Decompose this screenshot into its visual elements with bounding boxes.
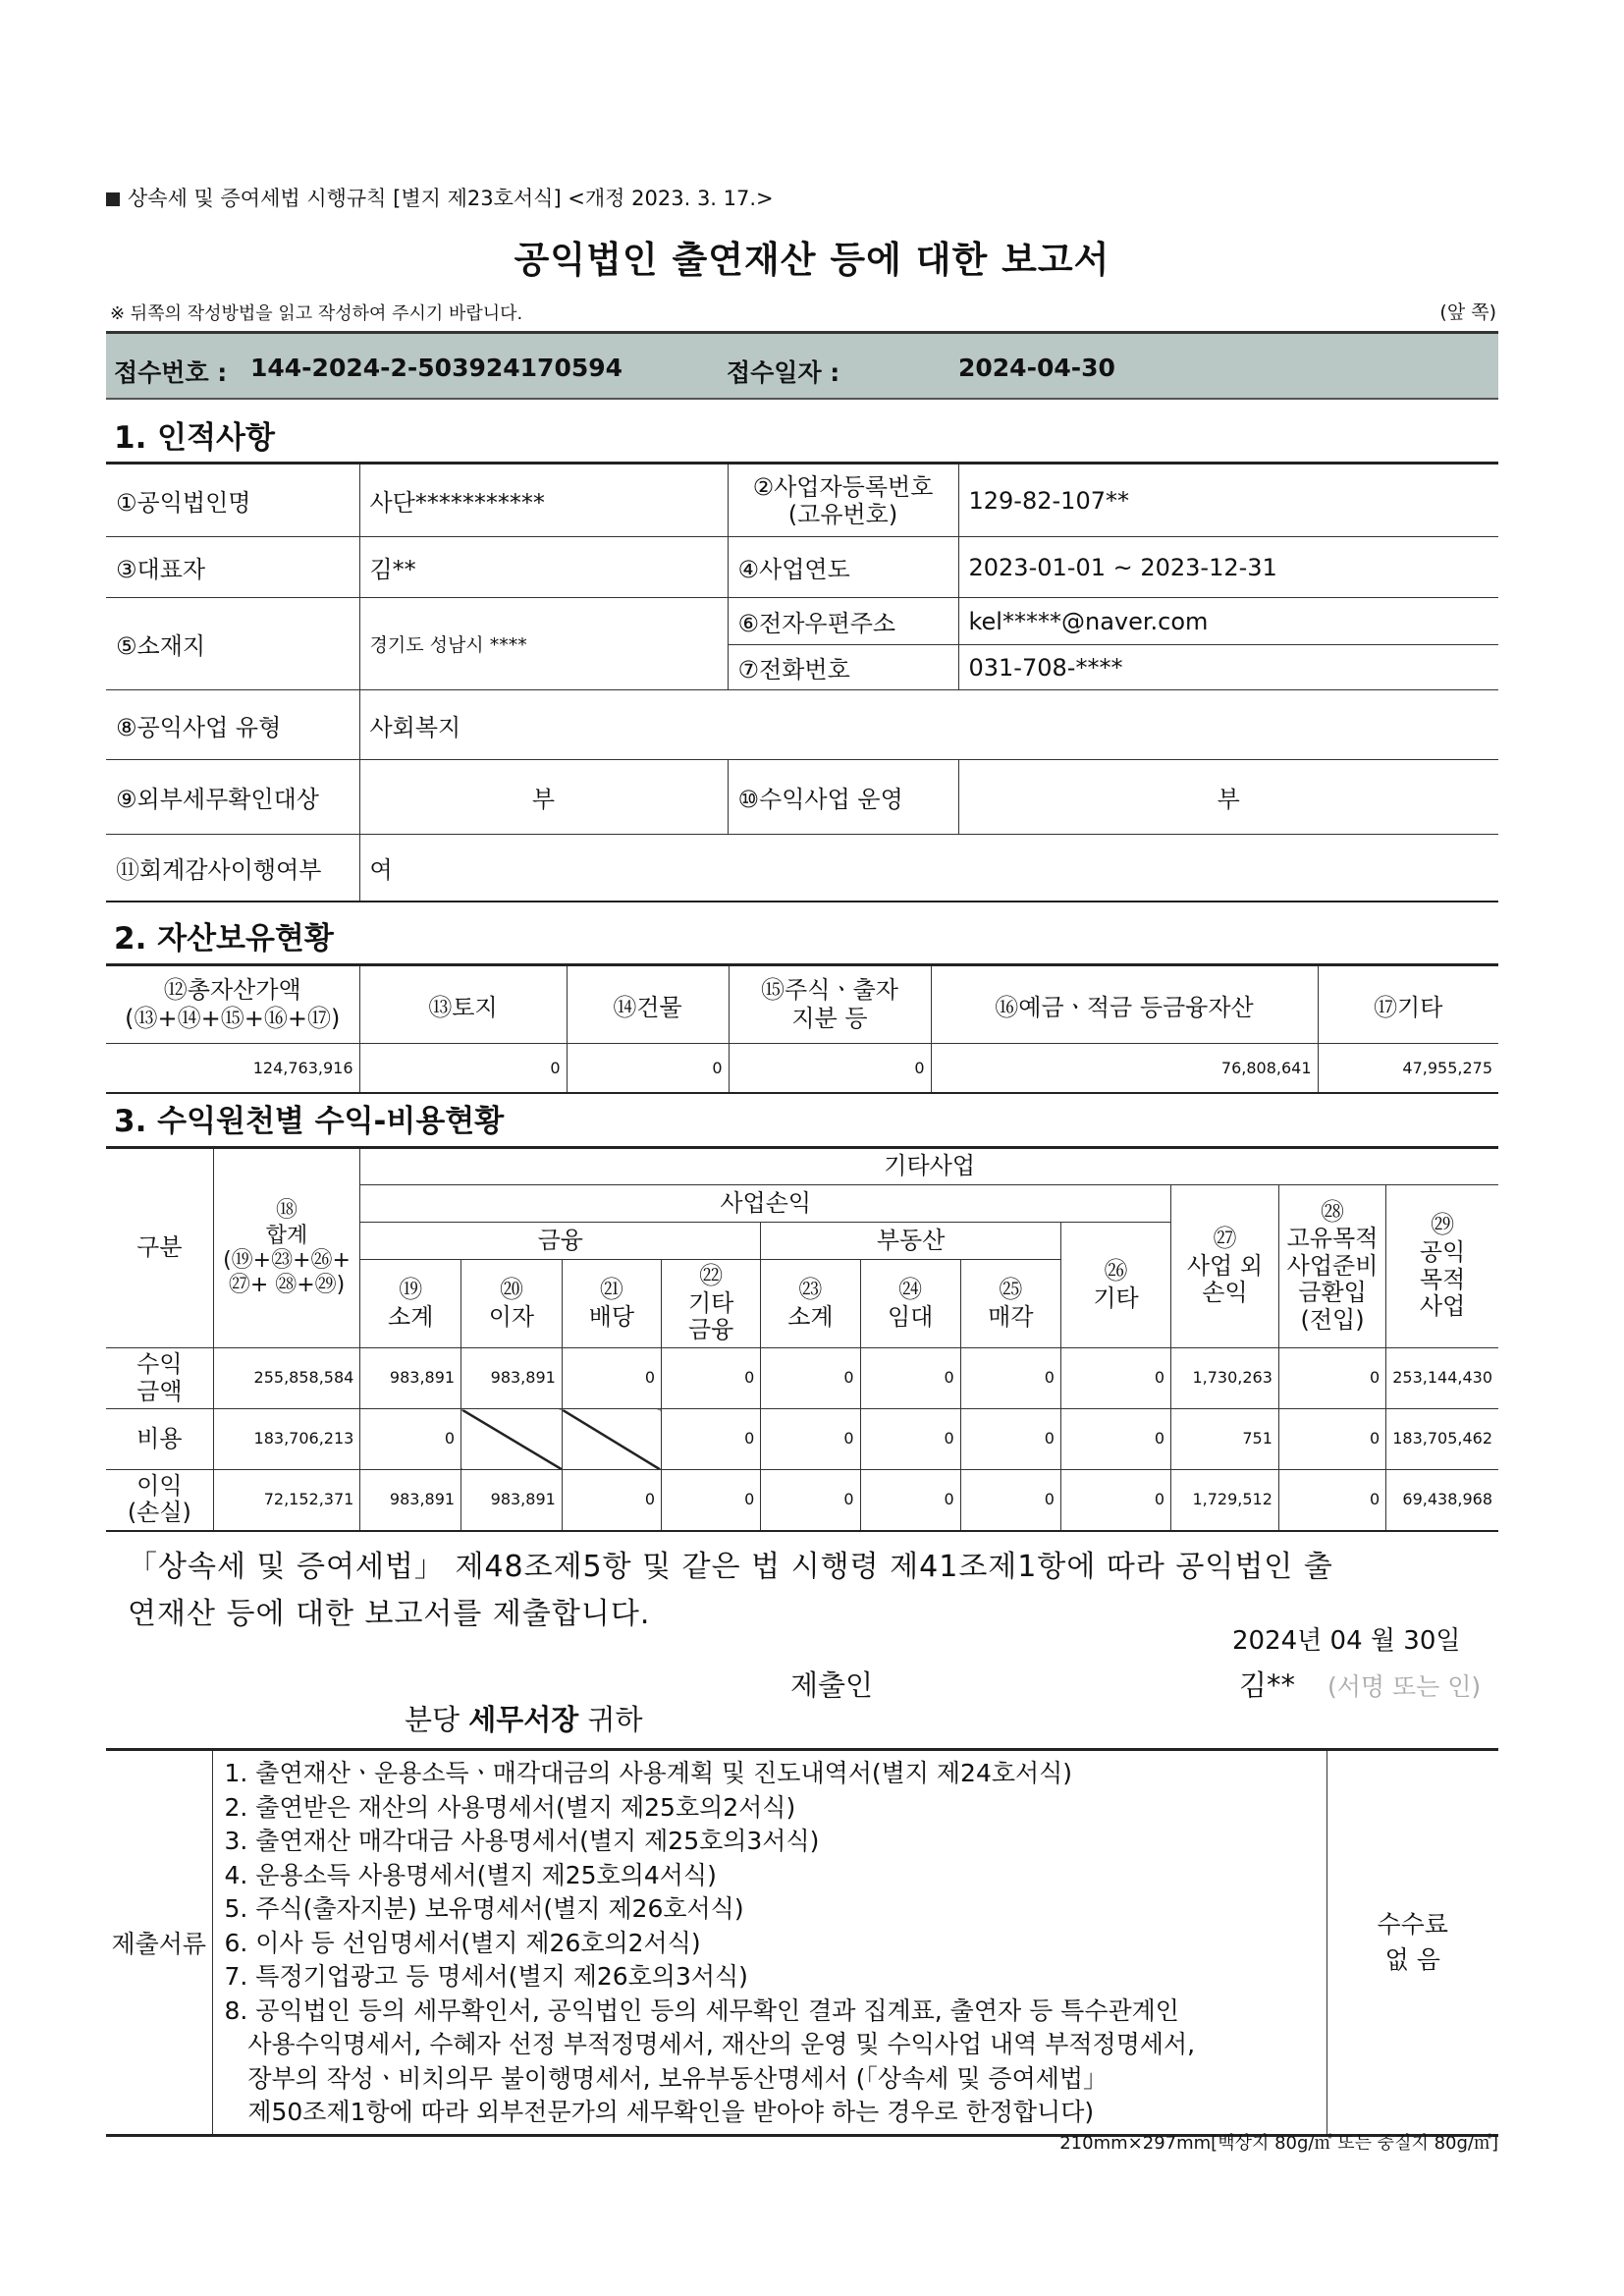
table-cell: 0 — [761, 1348, 860, 1409]
table-cell: 0 — [662, 1470, 761, 1531]
category-header: 구분 — [106, 1148, 213, 1348]
list-item: 7. 특정기업광고 등 명세서(별지 제26호의3서식) — [224, 1962, 748, 1991]
list-item: 4. 운용소득 사용명세서(별지 제25호의4서식) — [224, 1860, 717, 1889]
table-cell: 253,144,430 — [1386, 1348, 1498, 1409]
list-item: 6. 이사 등 선임명세서(별지 제26호의2서식) — [224, 1928, 701, 1957]
land-value: 0 — [359, 1044, 567, 1093]
table-cell: 0 — [860, 1470, 960, 1531]
table-cell: 1,729,512 — [1171, 1470, 1279, 1531]
table-cell: 0 — [860, 1409, 960, 1470]
form-header — [106, 183, 774, 212]
documents-label: 제출서류 — [106, 1750, 212, 2136]
address-value: 경기도 성남시 **** — [359, 598, 728, 690]
declaration-line: 연재산 등에 대한 보고서를 제출합니다. — [128, 1597, 651, 1631]
r-subtotal-header: ㉓ 소계 — [761, 1260, 860, 1348]
table-cell: 0 — [662, 1409, 761, 1470]
documents-table — [106, 1748, 1498, 2137]
diagonal-blank-cell — [461, 1409, 563, 1470]
total-assets-header: ⑫총자산가액 (⑬+⑭+⑮+⑯+⑰) — [106, 965, 359, 1044]
rent-header: ㉔ 임대 — [860, 1260, 960, 1348]
profit-label: ⑩수익사업 운영 — [728, 760, 958, 835]
section1-title: 1. 인적사항 — [114, 420, 275, 456]
table-cell: 983,891 — [360, 1470, 461, 1531]
table-cell: 183,705,462 — [1386, 1409, 1498, 1470]
email-value: kel*****@naver.com — [958, 598, 1498, 645]
table-cell: 983,891 — [360, 1348, 461, 1409]
f-subtotal-header: ⑲ 소계 — [360, 1260, 461, 1348]
list-item: 8. 공익법인 등의 세무확인서, 공익법인 등의 세무확인 결과 집계표, 출연자 등 특수관계인 — [224, 1995, 1179, 2025]
business-pl-header: 사업손익 — [360, 1185, 1171, 1223]
submitter-label: 제출인 — [790, 1668, 874, 1702]
row-label: 비용 — [106, 1409, 213, 1470]
corp-name-label: ①공익법인명 — [106, 464, 359, 537]
sale-header: ㉕ 매각 — [960, 1260, 1060, 1348]
submitter-name: 김** — [1239, 1668, 1296, 1702]
list-item: 2. 출연받은 재산의 사용명세서(별지 제25호의2서식) — [224, 1792, 796, 1822]
table-cell: 0 — [562, 1348, 661, 1409]
table-cell: 0 — [1060, 1348, 1170, 1409]
external-value: 부 — [359, 760, 728, 835]
row-label: 이익 (손실) — [106, 1470, 213, 1531]
etc-header: ㉖ 기타 — [1060, 1223, 1170, 1348]
table-cell: 0 — [960, 1409, 1060, 1470]
declaration-statement — [128, 1544, 1333, 1638]
corp-name-value: 사단*********** — [359, 464, 728, 537]
square-bullet-icon — [106, 192, 120, 206]
table-cell: 1,730,263 — [1171, 1348, 1279, 1409]
email-label: ⑥전자우편주소 — [728, 598, 958, 645]
table-cell: 983,891 — [461, 1470, 563, 1531]
table-row — [106, 1409, 1498, 1470]
building-header: ⑭건물 — [567, 965, 729, 1044]
table-cell: 0 — [960, 1470, 1060, 1531]
audit-label: ⑪회계감사이행여부 — [106, 835, 359, 902]
section2-title: 2. 자산보유현황 — [114, 921, 334, 957]
rep-label: ③대표자 — [106, 537, 359, 598]
assets-table — [106, 963, 1498, 1094]
table-cell: 0 — [1278, 1470, 1385, 1531]
other-business-header: 기타사업 — [360, 1148, 1498, 1185]
year-label: ④사업연도 — [728, 537, 958, 598]
table-cell: 183,706,213 — [213, 1409, 360, 1470]
profit-value: 부 — [958, 760, 1498, 835]
table-cell: 72,152,371 — [213, 1470, 360, 1531]
list-item: 5. 주식(출자지분) 보유명세서(별지 제26호서식) — [224, 1894, 744, 1923]
nonbiz-header: ㉗ 사업 외 손익 — [1171, 1185, 1279, 1348]
income-expense-table — [106, 1146, 1498, 1532]
table-cell: 255,858,584 — [213, 1348, 360, 1409]
table-cell: 0 — [1060, 1470, 1170, 1531]
list-item: 장부의 작성ㆍ비치의무 불이행명세서, 보유부동산명세서 (「상속세 및 증여세법」 — [224, 2063, 1109, 2093]
list-item: 제50조제1항에 따라 외부전문가의 세무확인을 받아야 하는 경우로 한정합니다) — [224, 2098, 1095, 2126]
address-label: ⑤소재지 — [106, 598, 359, 690]
finance-header: 금융 — [360, 1223, 761, 1260]
public-header: ㉙ 공익 목적 사업 — [1386, 1185, 1498, 1348]
table-cell: 0 — [960, 1348, 1060, 1409]
real-estate-header: 부동산 — [761, 1223, 1061, 1260]
table-cell: 0 — [1278, 1409, 1385, 1470]
declaration-line: 「상속세 및 증여세법」 제48조제5항 및 같은 법 시행령 제41조제1항에 따라 공익법인 출 — [128, 1550, 1333, 1584]
list-item: 1. 출연재산ㆍ운용소득ㆍ매각대금의 사용계획 및 진도내역서(별지 제24호서식) — [224, 1759, 1073, 1787]
year-value: 2023-01-01 ~ 2023-12-31 — [958, 537, 1498, 598]
interest-header: ⑳ 이자 — [461, 1260, 563, 1348]
table-row — [106, 1470, 1498, 1531]
rep-value: 김** — [359, 537, 728, 598]
table-cell: 0 — [860, 1348, 960, 1409]
receipt-number-label: 접수번호 : — [114, 358, 228, 387]
instruction-note: ※ 뒤쪽의 작성방법을 읽고 작성하여 주시기 바랍니다. — [110, 303, 523, 324]
table-cell: 0 — [761, 1409, 860, 1470]
stock-header: ⑮주식ㆍ출자 지분 등 — [729, 965, 931, 1044]
list-item: 사용수익명세서, 수혜자 선정 부적정명세서, 재산의 운영 및 수익사업 내역 부적정명세서, — [224, 2030, 1196, 2058]
diagonal-blank-cell — [562, 1409, 661, 1470]
fee-cell: 수수료 없 음 — [1326, 1750, 1498, 2136]
deposit-header: ⑯예금ㆍ적금 등금융자산 — [931, 965, 1318, 1044]
row-label: 수익 금액 — [106, 1348, 213, 1409]
submission-date: 2024년 04 월 30일 — [1232, 1626, 1461, 1656]
form-header-text: 상속세 및 증여세법 시행규칙 [별지 제23호서식] <개정 2023. 3. 17.> — [128, 187, 774, 210]
phone-value: 031-708-**** — [958, 645, 1498, 690]
other-value: 47,955,275 — [1318, 1044, 1498, 1093]
paper-spec-footer: 210mm×297mm[백상지 80g/㎡ 또는 중질지 80g/㎡] — [1059, 2133, 1498, 2154]
table-cell: 0 — [562, 1470, 661, 1531]
phone-label: ⑦전화번호 — [728, 645, 958, 690]
personal-info-table — [106, 462, 1498, 902]
table-cell: 751 — [1171, 1409, 1279, 1470]
table-cell: 983,891 — [461, 1348, 563, 1409]
signature-hint: (서명 또는 인) — [1327, 1672, 1482, 1701]
type-value: 사회복지 — [359, 690, 1498, 760]
form-title: 공익법인 출연재산 등에 대한 보고서 — [514, 239, 1110, 281]
receipt-number: 144-2024-2-503924170594 — [250, 354, 623, 382]
table-cell: 0 — [1060, 1409, 1170, 1470]
tax-office-addressee: 분당 세무서장 귀하 — [405, 1703, 643, 1736]
table-cell: 0 — [1278, 1348, 1385, 1409]
table-cell: 0 — [662, 1348, 761, 1409]
reserve-header: ㉘ 고유목적 사업준비 금환입 (전입) — [1278, 1185, 1385, 1348]
table-cell: 0 — [761, 1470, 860, 1531]
other-fin-header: ㉒ 기타 금융 — [662, 1260, 761, 1348]
building-value: 0 — [567, 1044, 729, 1093]
external-label: ⑨외부세무확인대상 — [106, 760, 359, 835]
receipt-bar — [106, 331, 1498, 400]
list-item: 3. 출연재산 매각대금 사용명세서(별지 제25호의3서식) — [224, 1827, 820, 1855]
receipt-date-label: 접수일자 : — [727, 358, 840, 387]
other-header: ⑰기타 — [1318, 965, 1498, 1044]
land-header: ⑬토지 — [359, 965, 567, 1044]
type-label: ⑧공익사업 유형 — [106, 690, 359, 760]
page-side: (앞 쪽) — [1439, 301, 1496, 323]
total-assets-value: 124,763,916 — [106, 1044, 359, 1093]
receipt-date: 2024-04-30 — [958, 354, 1115, 382]
table-row — [106, 1348, 1498, 1409]
bizno-label: ②사업자등록번호 (고유번호) — [728, 464, 958, 537]
stock-value: 0 — [729, 1044, 931, 1093]
documents-list — [212, 1750, 1326, 2136]
deposit-value: 76,808,641 — [931, 1044, 1318, 1093]
total-header: ⑱ 합계 (⑲+㉓+㉖+ ㉗+ ㉘+㉙) — [213, 1148, 360, 1348]
table-cell: 69,438,968 — [1386, 1470, 1498, 1531]
table-cell: 0 — [360, 1409, 461, 1470]
bizno-value: 129-82-107** — [958, 464, 1498, 537]
section3-title: 3. 수익원천별 수익-비용현황 — [114, 1104, 505, 1139]
dividend-header: ㉑ 배당 — [562, 1260, 661, 1348]
audit-value: 여 — [359, 835, 1498, 902]
